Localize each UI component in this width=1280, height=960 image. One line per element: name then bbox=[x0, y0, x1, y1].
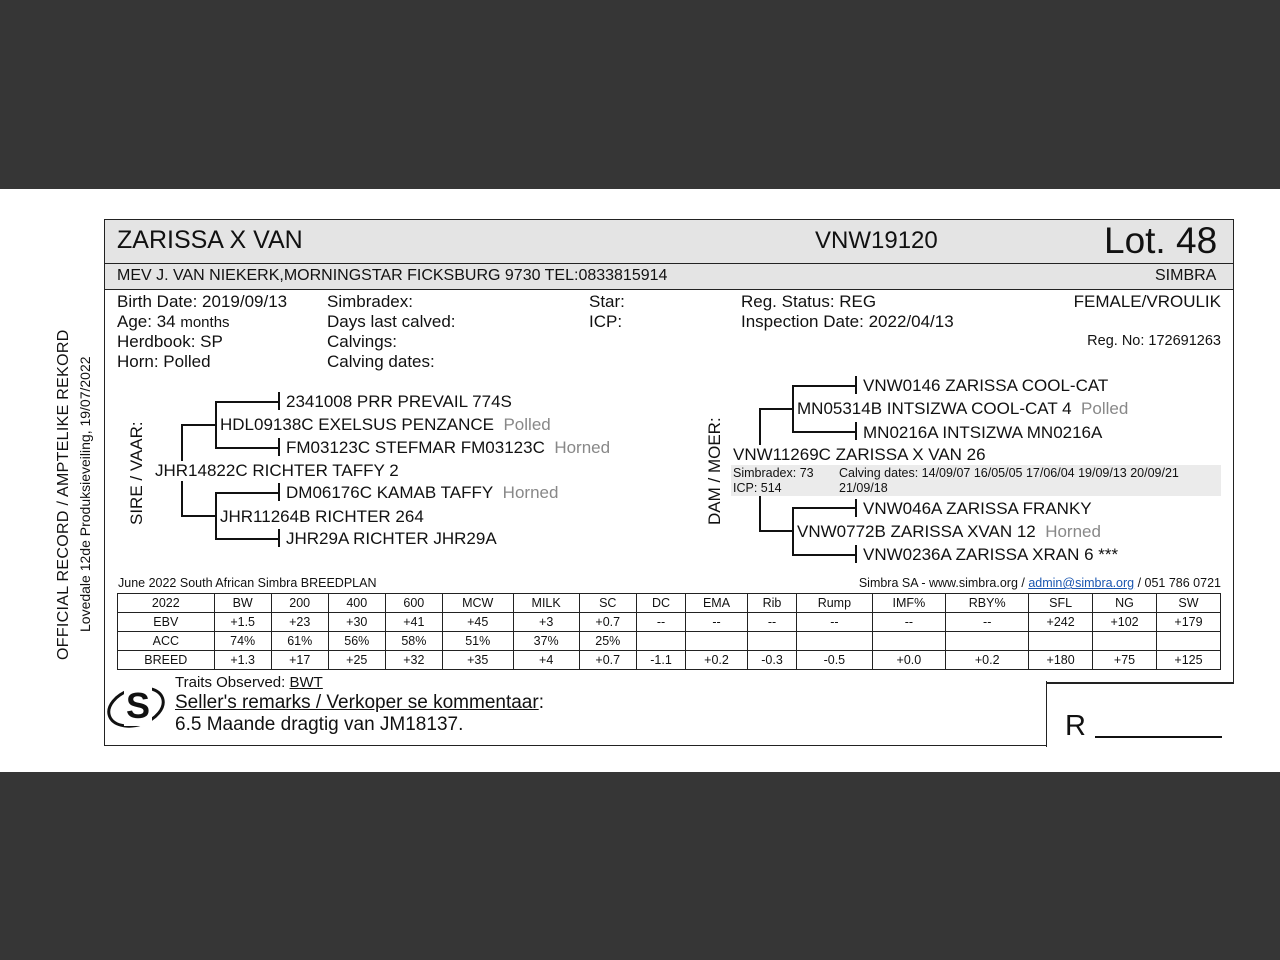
dam-line bbox=[792, 554, 856, 556]
breedplan-cell: EBV bbox=[118, 613, 215, 632]
breedplan-cell: +3 bbox=[513, 613, 579, 632]
horn-status: Horn: Polled bbox=[117, 352, 211, 371]
breedplan-cell bbox=[636, 632, 685, 651]
breedplan-table bbox=[117, 593, 1221, 670]
star: Star: bbox=[589, 292, 625, 311]
dam-line bbox=[855, 422, 857, 440]
simbra-logo-letter: S bbox=[126, 685, 151, 726]
breedplan-header-cell: EMA bbox=[686, 594, 748, 613]
sire-sire-dam-name: FM03123C STEFMAR FM03123C bbox=[286, 438, 545, 457]
sire-name: JHR14822C RICHTER TAFFY 2 bbox=[155, 461, 399, 480]
price-label: R bbox=[1065, 710, 1086, 742]
dam-sire-dam: MN0216A INTSIZWA MN0216A bbox=[863, 423, 1103, 442]
calving-dates: Calving dates: bbox=[327, 352, 435, 371]
breedplan-cell: -0.3 bbox=[747, 651, 796, 670]
dam-label: DAM / MOER: bbox=[705, 417, 724, 525]
breedplan-cell: BREED bbox=[118, 651, 215, 670]
breedplan-cell: 61% bbox=[271, 632, 328, 651]
inspection-date: Inspection Date: 2022/04/13 bbox=[741, 312, 954, 331]
breedplan-cell: +1.5 bbox=[214, 613, 271, 632]
reg-status: Reg. Status: REG bbox=[741, 292, 877, 311]
breedplan-cell bbox=[747, 632, 796, 651]
dam-line bbox=[792, 385, 794, 432]
sire-sire-name: HDL09138C EXELSUS PENZANCE bbox=[220, 415, 495, 434]
breedplan-cell bbox=[1093, 632, 1157, 651]
breedplan-cell: -- bbox=[872, 613, 946, 632]
sire-line bbox=[215, 401, 279, 403]
dam-dam-dam: VNW0236A ZARISSA XRAN 6 *** bbox=[863, 545, 1119, 564]
breedplan-cell: +125 bbox=[1156, 651, 1220, 670]
dam-line bbox=[855, 545, 857, 563]
breedplan-cell: +102 bbox=[1093, 613, 1157, 632]
breedplan-row bbox=[118, 613, 1221, 632]
breedplan-cell: +45 bbox=[442, 613, 513, 632]
dam-line bbox=[855, 499, 857, 517]
breedplan-row bbox=[118, 594, 1221, 613]
breedplan-cell: 25% bbox=[579, 632, 636, 651]
breedplan-header-cell: SFL bbox=[1029, 594, 1093, 613]
breedplan-cell: +17 bbox=[271, 651, 328, 670]
age-value: Age: 34 bbox=[117, 312, 176, 331]
traits-observed bbox=[175, 674, 323, 691]
sex: FEMALE/VROULIK bbox=[1073, 292, 1221, 311]
dam-dam-sire: VNW046A ZARISSA FRANKY bbox=[863, 499, 1092, 518]
breedplan-cell: -0.5 bbox=[797, 651, 872, 670]
breedplan-caption: June 2022 South African Simbra BREEDPLAN bbox=[118, 576, 377, 590]
dam-line bbox=[792, 431, 856, 433]
sale-label: Lovedale 12de Produksieveiling, 19/07/2022 bbox=[77, 356, 93, 632]
remarks-heading bbox=[175, 692, 544, 714]
traits-label: Traits Observed: bbox=[175, 674, 290, 691]
official-record-label: OFFICIAL RECORD / AMPTELIKE REKORD bbox=[55, 329, 72, 660]
sire-dam-sire-name: DM06176C KAMAB TAFFY bbox=[286, 483, 494, 502]
breedplan-row bbox=[118, 651, 1221, 670]
simbradex: Simbradex: bbox=[327, 292, 413, 311]
breedplan-cell: 51% bbox=[442, 632, 513, 651]
breedplan-header-cell: NG bbox=[1093, 594, 1157, 613]
sire-dam: JHR11264B RICHTER 264 bbox=[220, 507, 424, 526]
breedplan-cell: -- bbox=[797, 613, 872, 632]
breedplan-contact bbox=[859, 576, 1221, 590]
sire-line bbox=[215, 447, 279, 449]
dam-line bbox=[792, 507, 794, 555]
breedplan-cell: +179 bbox=[1156, 613, 1220, 632]
breedplan-header-cell: IMF% bbox=[872, 594, 946, 613]
sire-sire bbox=[220, 415, 551, 435]
breedplan-cell: +25 bbox=[328, 651, 385, 670]
breedplan-header-cell: BW bbox=[214, 594, 271, 613]
breedplan-cell bbox=[872, 632, 946, 651]
breedplan-cell: -- bbox=[686, 613, 748, 632]
simbra-logo bbox=[106, 684, 168, 730]
birth-date: Birth Date: 2019/09/13 bbox=[117, 292, 288, 311]
sire-line bbox=[215, 401, 217, 448]
age bbox=[117, 312, 230, 332]
breedplan-header-cell: SC bbox=[579, 594, 636, 613]
dam-sire-horn: Polled bbox=[1081, 399, 1129, 418]
breedplan-cell: -- bbox=[747, 613, 796, 632]
dam-calving-dates-2: 21/09/18 bbox=[839, 481, 888, 495]
sire-line bbox=[215, 492, 279, 494]
remarks-colon: : bbox=[538, 692, 544, 713]
breedplan-cell: 74% bbox=[214, 632, 271, 651]
dam-line bbox=[759, 408, 761, 445]
sire-line bbox=[215, 492, 217, 539]
breedplan-cell: +1.3 bbox=[214, 651, 271, 670]
breedplan-cell: +35 bbox=[442, 651, 513, 670]
breedplan-cell bbox=[1029, 632, 1093, 651]
contact-phone: / 051 786 0721 bbox=[1134, 576, 1221, 590]
lot-number: Lot. 48 bbox=[1104, 220, 1218, 261]
breedplan-row bbox=[118, 632, 1221, 651]
dam-line bbox=[855, 376, 857, 394]
breedplan-cell: +32 bbox=[385, 651, 442, 670]
dam-line bbox=[792, 385, 856, 387]
breedplan-cell: +0.7 bbox=[579, 651, 636, 670]
animal-id: VNW19120 bbox=[815, 227, 938, 254]
breedplan-header-cell: 2022 bbox=[118, 594, 215, 613]
breedplan-cell: +41 bbox=[385, 613, 442, 632]
breedplan-cell bbox=[946, 632, 1029, 651]
sire-sire-horn: Polled bbox=[503, 415, 551, 434]
owner-info: MEV J. VAN NIEKERK,MORNINGSTAR FICKSBURG 9730 TEL:0833815914 bbox=[117, 267, 668, 284]
breedplan-cell: 37% bbox=[513, 632, 579, 651]
breedplan-cell bbox=[797, 632, 872, 651]
dam-icp: ICP: 514 bbox=[733, 481, 782, 495]
breedplan-header-cell: RBY% bbox=[946, 594, 1029, 613]
breedplan-cell: +242 bbox=[1029, 613, 1093, 632]
breedplan-header-cell: Rump bbox=[797, 594, 872, 613]
reg-number: Reg. No: 172691263 bbox=[1087, 333, 1221, 349]
sire-label: SIRE / VAAR: bbox=[127, 421, 146, 525]
herdbook: Herdbook: SP bbox=[117, 332, 223, 351]
breedplan-cell: 56% bbox=[328, 632, 385, 651]
sire-line bbox=[215, 538, 279, 540]
sire-dam-sire bbox=[286, 483, 558, 503]
dam-name: VNW11269C ZARISSA X VAN 26 bbox=[733, 445, 986, 464]
breedplan-header-cell: 400 bbox=[328, 594, 385, 613]
sire-line bbox=[278, 438, 280, 456]
dam-sire bbox=[797, 399, 1128, 419]
dam-dam-horn: Horned bbox=[1045, 522, 1101, 541]
breedplan-cell: 58% bbox=[385, 632, 442, 651]
remarks-text: 6.5 Maande dragtig van JM18137. bbox=[175, 714, 464, 735]
contact-email-link[interactable]: admin@simbra.org bbox=[1028, 576, 1135, 590]
sire-sire-dam-horn: Horned bbox=[554, 438, 611, 457]
breedplan-cell: +75 bbox=[1093, 651, 1157, 670]
breedplan-cell: +4 bbox=[513, 651, 579, 670]
breedplan-header-cell: DC bbox=[636, 594, 685, 613]
breedplan-cell bbox=[1156, 632, 1220, 651]
dam-dam bbox=[797, 522, 1101, 542]
breedplan-cell: -- bbox=[636, 613, 685, 632]
dam-line bbox=[759, 408, 793, 410]
sire-line bbox=[278, 483, 280, 501]
sire-line bbox=[278, 529, 280, 547]
breedplan-header-cell: 200 bbox=[271, 594, 328, 613]
age-unit: months bbox=[180, 314, 230, 331]
sire-dam-sire-horn: Horned bbox=[502, 483, 559, 502]
breedplan-header-cell: MCW bbox=[442, 594, 513, 613]
breed-name: SIMBRA bbox=[1155, 267, 1217, 284]
breedplan-header-cell: MILK bbox=[513, 594, 579, 613]
breedplan-cell bbox=[686, 632, 748, 651]
sire-line bbox=[181, 515, 215, 517]
calvings: Calvings: bbox=[327, 332, 397, 351]
days-last-calved: Days last calved: bbox=[327, 312, 456, 331]
breedplan-cell: +180 bbox=[1029, 651, 1093, 670]
breedplan-cell: +0.0 bbox=[872, 651, 946, 670]
dam-line bbox=[759, 496, 761, 532]
sire-line bbox=[181, 424, 215, 426]
dam-calving-dates: Calving dates: 14/09/07 16/05/05 17/06/04 19/09/13 20/09/21 bbox=[839, 466, 1179, 480]
dam-dam-name: VNW0772B ZARISSA XVAN 12 bbox=[797, 522, 1036, 541]
traits-value: BWT bbox=[289, 674, 323, 691]
breedplan-cell: +30 bbox=[328, 613, 385, 632]
remarks-label: Seller's remarks / Verkoper se kommentaar bbox=[175, 692, 539, 713]
dam-sire-sire: VNW0146 ZARISSA COOL-CAT bbox=[863, 376, 1109, 395]
breedplan-cell: +0.7 bbox=[579, 613, 636, 632]
dam-sire-name: MN05314B INTSIZWA COOL-CAT 4 bbox=[797, 399, 1072, 418]
breedplan-header-cell: 600 bbox=[385, 594, 442, 613]
icp: ICP: bbox=[589, 312, 623, 331]
breedplan-cell: +23 bbox=[271, 613, 328, 632]
animal-name: ZARISSA X VAN bbox=[117, 226, 303, 254]
contact-website: Simbra SA - www.simbra.org / bbox=[858, 576, 1029, 590]
dam-line bbox=[759, 530, 793, 532]
dam-line bbox=[792, 507, 856, 509]
breedplan-cell: ACC bbox=[118, 632, 215, 651]
sire-line bbox=[278, 392, 280, 410]
sire-dam-dam: JHR29A RICHTER JHR29A bbox=[286, 529, 497, 548]
price-input-line[interactable] bbox=[1095, 736, 1222, 738]
sire-sire-sire: 2341008 PRR PREVAIL 774S bbox=[286, 392, 512, 411]
sire-sire-dam bbox=[286, 438, 610, 458]
breedplan-header-cell: SW bbox=[1156, 594, 1220, 613]
dam-simbradex: Simbradex: 73 bbox=[733, 466, 814, 480]
breedplan-cell: +0.2 bbox=[946, 651, 1029, 670]
breedplan-cell: +0.2 bbox=[686, 651, 748, 670]
breedplan-cell: -- bbox=[946, 613, 1029, 632]
breedplan-header-cell: Rib bbox=[747, 594, 796, 613]
breedplan-cell: -1.1 bbox=[636, 651, 685, 670]
